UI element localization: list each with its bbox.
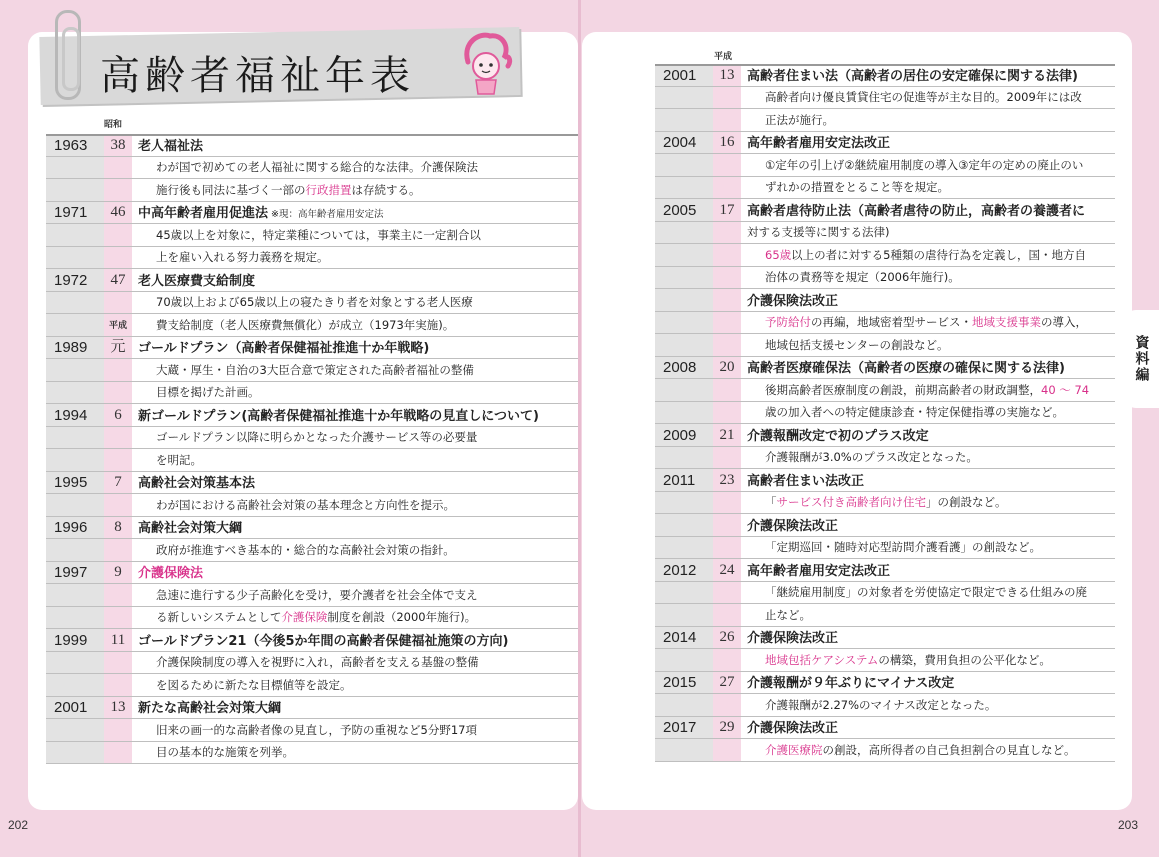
year-cell <box>655 379 713 401</box>
description-text: 施行後も同法に基づく一部の <box>156 182 306 197</box>
wareki-cell <box>713 177 741 199</box>
year-cell <box>655 649 713 671</box>
description-text: 以上の者に対する5種類の虐待行為を定義し，国・地方自 <box>791 247 1086 262</box>
highlighted-term: 介護保険 <box>281 610 328 624</box>
year-cell <box>46 494 104 516</box>
timeline-row <box>655 717 1115 740</box>
year-cell <box>46 539 104 561</box>
wareki-cell <box>104 674 132 696</box>
event-description: 正法が施行。 <box>765 112 834 127</box>
wareki-cell: 9 <box>104 562 132 584</box>
year-cell <box>655 447 713 469</box>
event-description <box>132 609 578 628</box>
description-text: は存続する。 <box>351 182 421 197</box>
wareki-cell <box>713 582 741 604</box>
year-cell: 1972 <box>46 269 104 291</box>
year-cell <box>655 154 713 176</box>
wareki-cell <box>104 742 132 764</box>
wareki-cell <box>713 402 741 424</box>
description-text: 制度を創設（2000年施行)。 <box>327 610 477 624</box>
timeline-row <box>655 199 1115 222</box>
highlighted-term: 65歳 <box>765 247 792 262</box>
description-text: の再編，地域密着型サービス・ <box>811 315 972 329</box>
event-description: 「定期巡回・随時対応型訪問介護看護」の創設など。 <box>765 540 1041 554</box>
year-cell <box>46 449 104 471</box>
wareki-cell <box>713 492 741 514</box>
timeline-left <box>46 134 578 764</box>
timeline-row <box>655 469 1115 492</box>
timeline-row <box>46 607 578 630</box>
event-description <box>741 247 1115 266</box>
event-title-text: 介護保険法 <box>138 566 204 581</box>
highlighted-term: 予防給付 <box>765 315 811 329</box>
event-description: 介護報酬が3.0%のプラス改定となった。 <box>765 450 978 464</box>
event-title-text: 新たな高齢社会対策大綱 <box>138 701 282 716</box>
timeline-row <box>655 267 1115 290</box>
timeline-row <box>46 292 578 315</box>
timeline-row <box>655 64 1115 87</box>
description-text: の構築，費用負担の公平化など。 <box>878 652 1051 667</box>
wareki-cell: 7 <box>104 472 132 494</box>
wareki-cell <box>713 312 741 334</box>
event-title-text: 高齢社会対策大綱 <box>138 521 243 536</box>
timeline-row <box>655 582 1115 605</box>
wareki-cell <box>104 584 132 606</box>
year-cell <box>46 584 104 606</box>
event-title-text: 新ゴールドプラン(高齢者保健福祉推進十か年戦略の見直しについて) <box>138 408 539 424</box>
year-cell: 2001 <box>655 66 713 86</box>
timeline-row <box>46 359 578 382</box>
timeline-row <box>655 379 1115 402</box>
year-cell <box>655 222 713 244</box>
wareki-cell <box>104 359 132 381</box>
wareki-cell <box>713 289 741 311</box>
year-cell <box>46 382 104 404</box>
event-title <box>132 202 578 223</box>
timeline-row <box>46 494 578 517</box>
year-cell <box>46 719 104 741</box>
paperclip-icon <box>55 10 81 100</box>
event-description: ①定年の引上げ②継続雇用制度の導入③定年の定めの廃止のい <box>765 157 1084 172</box>
year-cell <box>655 312 713 334</box>
timeline-row <box>655 132 1115 155</box>
event-description: 45歳以上を対象に，特定業種については，事業主に一定割合以 <box>156 227 481 242</box>
description-text: る新しいシステムとして <box>156 610 282 624</box>
year-cell: 2017 <box>655 717 713 739</box>
wareki-cell <box>713 649 741 671</box>
event-description: を図るために新たな目標値等を設定。 <box>156 677 352 692</box>
event-title-text: 老人医療費支給制度 <box>138 273 256 289</box>
timeline-row <box>655 357 1115 380</box>
event-description: 旧来の画一的な高齢者像の見直し，予防の重視など5分野17項 <box>156 722 477 737</box>
event-description: 「継続雇用制度」の対象者を労使協定で限定できる仕組みの廃 <box>765 585 1087 599</box>
wareki-cell <box>713 514 741 536</box>
event-title <box>132 630 578 651</box>
event-title <box>741 672 1115 693</box>
event-description: 上を雇い入れる努力義務を規定。 <box>156 250 329 264</box>
timeline-row <box>655 492 1115 515</box>
wareki-cell <box>104 494 132 516</box>
event-title-text: 介護報酬改定で初のプラス改定 <box>747 428 929 444</box>
timeline-row <box>46 247 578 270</box>
event-description: ずれかの措置をとること等を規定。 <box>765 180 949 194</box>
timeline-row <box>655 402 1115 425</box>
timeline-row <box>46 314 578 337</box>
wareki-cell: 38 <box>104 136 132 156</box>
event-description: 政府が推進すべき基本的・総合的な高齢社会対策の指針。 <box>156 542 455 557</box>
timeline-row <box>46 652 578 675</box>
year-cell <box>655 739 713 761</box>
year-cell: 1995 <box>46 472 104 494</box>
year-cell <box>655 402 713 424</box>
year-cell <box>655 582 713 604</box>
year-cell: 2012 <box>655 559 713 581</box>
event-title <box>132 562 578 583</box>
wareki-cell <box>713 87 741 109</box>
event-description: わが国における高齢社会対策の基本理念と方向性を提示。 <box>156 497 455 512</box>
event-description: を明記。 <box>156 452 202 467</box>
year-cell <box>655 492 713 514</box>
event-note: ※現：高年齢者雇用安定法 <box>268 209 384 220</box>
year-cell <box>655 694 713 716</box>
year-cell <box>655 537 713 559</box>
description-text: 」の創設など。 <box>926 495 1007 509</box>
timeline-row <box>46 674 578 697</box>
event-title-text: ゴールドプラン21（今後5か年間の高齢者保健福祉施策の方向) <box>138 633 509 649</box>
timeline-row <box>655 222 1115 245</box>
year-cell <box>46 179 104 201</box>
timeline-row <box>46 404 578 427</box>
year-cell: 1999 <box>46 629 104 651</box>
wareki-cell <box>713 154 741 176</box>
era-label-heisei: 平成 <box>714 52 733 62</box>
event-title-text: 介護報酬が９年ぶりにマイナス改定 <box>747 676 955 691</box>
wareki-cell: 47 <box>104 269 132 291</box>
timeline-row <box>46 134 578 157</box>
timeline-row <box>46 539 578 562</box>
event-title-text: 介護保険法改正 <box>747 721 839 736</box>
page-number-left: 202 <box>8 818 29 832</box>
event-description: 急速に進行する少子高齢化を受け，要介護者を社会全体で支え <box>156 587 478 602</box>
event-description: 止など。 <box>765 607 811 622</box>
wareki-cell <box>104 382 132 404</box>
year-cell: 2015 <box>655 672 713 694</box>
timeline-row <box>46 629 578 652</box>
timeline-row <box>655 604 1115 627</box>
event-title-text: 高年齢者雇用安定法改正 <box>747 563 891 579</box>
highlighted-term: 地域支援事業 <box>972 315 1041 329</box>
event-description: わが国で初めての老人福祉に関する総合的な法律。介護保険法 <box>156 160 478 174</box>
timeline-row <box>46 584 578 607</box>
timeline-row <box>46 449 578 472</box>
timeline-row <box>46 269 578 292</box>
wareki-cell: 26 <box>713 627 741 649</box>
wareki-cell: 13 <box>104 697 132 719</box>
wareki-cell <box>104 157 132 179</box>
wareki-cell <box>713 694 741 716</box>
page-gutter <box>578 0 581 857</box>
event-description: 70歳以上および65歳以上の寝たきり者を対象とする老人医療 <box>156 295 473 309</box>
wareki-cell <box>713 447 741 469</box>
year-cell <box>46 292 104 314</box>
wareki-cell <box>713 604 741 626</box>
timeline-row <box>655 739 1115 762</box>
event-title-text: 介護保険法改正 <box>747 293 839 309</box>
year-cell <box>655 267 713 289</box>
wareki-cell <box>104 652 132 674</box>
timeline-row <box>655 672 1115 695</box>
wareki-cell <box>713 244 741 266</box>
year-cell <box>46 359 104 381</box>
event-title <box>741 200 1115 221</box>
wareki-cell <box>104 224 132 246</box>
year-cell <box>46 607 104 629</box>
year-cell <box>46 427 104 449</box>
event-title-text: 高齢者住まい法改正 <box>747 473 865 489</box>
wareki-cell <box>713 222 741 244</box>
timeline-row <box>655 649 1115 672</box>
highlighted-term: 行政措置 <box>305 182 352 197</box>
year-cell <box>655 289 713 311</box>
year-cell <box>655 334 713 356</box>
wareki-cell <box>104 539 132 561</box>
era-label-showa: 昭和 <box>104 120 123 130</box>
timeline-row <box>655 154 1115 177</box>
timeline-row <box>46 202 578 225</box>
year-cell: 2014 <box>655 627 713 649</box>
wareki-cell: 6 <box>104 404 132 426</box>
mascot-icon <box>458 32 514 98</box>
wareki-cell <box>104 179 132 201</box>
event-title-text: 高齢者虐待防止法（高齢者虐待の防止，高齢者の養護者に <box>747 203 1086 219</box>
timeline-row <box>655 627 1115 650</box>
event-description <box>741 314 1115 333</box>
wareki-cell: 20 <box>713 357 741 379</box>
event-title-text: 高齢者住まい法（高齢者の居住の安定確保に関する法律) <box>747 68 1078 84</box>
event-title <box>132 135 578 156</box>
highlighted-term: 40 ～ 74 <box>1041 382 1090 397</box>
year-cell: 2008 <box>655 357 713 379</box>
event-description: 大蔵・厚生・自治の3大臣合意で策定された高齢者福祉の整備 <box>156 362 474 377</box>
wareki-cell <box>713 739 741 761</box>
event-title <box>741 65 1115 86</box>
year-cell: 1989 <box>46 337 104 359</box>
year-cell <box>655 514 713 536</box>
wareki-cell <box>104 719 132 741</box>
event-description: 歳の加入者への特定健康診査・特定保健指導の実施など。 <box>765 405 1064 419</box>
event-description: 高齢者向け優良賃貸住宅の促進等が主な目的。2009年には改 <box>765 90 1082 104</box>
event-title <box>741 515 1115 536</box>
timeline-row <box>655 424 1115 447</box>
year-cell: 1963 <box>46 136 104 156</box>
event-title-text: ゴールドプラン（高齢者保健福祉推進十か年戦略) <box>138 341 430 356</box>
wareki-cell: 23 <box>713 469 741 491</box>
event-title <box>132 517 578 538</box>
timeline-row <box>46 697 578 720</box>
year-cell <box>46 247 104 269</box>
timeline-row <box>655 559 1115 582</box>
event-description <box>741 742 1115 761</box>
highlighted-term: 介護医療院 <box>765 742 823 757</box>
timeline-row <box>46 157 578 180</box>
section-tab-label: 資料編 <box>1133 335 1150 383</box>
wareki-cell: 平成 <box>104 314 132 336</box>
year-cell: 2011 <box>655 469 713 491</box>
event-title-text: 中高年齢者雇用促進法 <box>138 206 269 221</box>
event-description <box>132 182 578 201</box>
year-cell <box>655 244 713 266</box>
event-title <box>132 270 578 291</box>
year-cell: 2001 <box>46 697 104 719</box>
year-cell <box>46 652 104 674</box>
timeline-row <box>655 537 1115 560</box>
timeline-row <box>46 719 578 742</box>
timeline-row <box>655 289 1115 312</box>
wareki-cell: 8 <box>104 517 132 539</box>
description-text: の創設，高所得者の自己負担割合の見直しなど。 <box>822 742 1076 757</box>
wareki-cell: 元 <box>104 337 132 359</box>
timeline-row <box>46 224 578 247</box>
section-tab[interactable] <box>1124 310 1159 408</box>
wareki-cell: 21 <box>713 424 741 446</box>
event-description: 目標を掲げた計画。 <box>156 385 260 399</box>
event-title <box>132 405 578 426</box>
event-title <box>132 472 578 493</box>
event-title <box>741 357 1115 378</box>
event-description: 対する支援等に関する法律) <box>747 225 890 239</box>
year-cell <box>46 314 104 336</box>
wareki-cell <box>713 379 741 401</box>
event-description: 介護保険制度の導入を視野に入れ，高齢者を支える基盤の整備 <box>156 655 479 669</box>
wareki-cell: 46 <box>104 202 132 224</box>
year-cell <box>655 177 713 199</box>
wareki-cell <box>104 427 132 449</box>
timeline-row <box>655 694 1115 717</box>
event-title <box>741 627 1115 648</box>
event-description: 費支給制度（老人医療費無償化）が成立（1973年実施)。 <box>156 317 455 332</box>
event-title-text: 介護保険法改正 <box>747 518 839 534</box>
wareki-cell: 24 <box>713 559 741 581</box>
timeline-row <box>46 742 578 765</box>
event-description: 介護報酬が2.27%のマイナス改定となった。 <box>765 697 997 712</box>
description-text: 「 <box>765 495 777 509</box>
timeline-row <box>655 447 1115 470</box>
year-cell: 1994 <box>46 404 104 426</box>
event-title <box>132 697 578 718</box>
timeline-row <box>46 562 578 585</box>
event-title <box>741 425 1115 446</box>
event-title <box>741 560 1115 581</box>
wareki-cell <box>104 292 132 314</box>
timeline-row <box>655 244 1115 267</box>
event-title-text: 老人福祉法 <box>138 138 204 154</box>
event-description <box>741 494 1115 513</box>
wareki-cell <box>104 607 132 629</box>
wareki-cell: 29 <box>713 717 741 739</box>
year-cell <box>655 604 713 626</box>
highlighted-term: 地域包括ケアシステム <box>765 652 879 667</box>
wareki-cell <box>713 267 741 289</box>
event-title-text: 高齢者医療確保法（高齢者の医療の確保に関する法律) <box>747 361 1065 376</box>
timeline-row <box>655 334 1115 357</box>
wareki-cell: 27 <box>713 672 741 694</box>
timeline-right <box>655 64 1115 762</box>
event-description: ゴールドプラン以降に明らかとなった介護サービス等の必要量 <box>156 430 478 444</box>
year-cell: 1997 <box>46 562 104 584</box>
year-cell: 2004 <box>655 132 713 154</box>
event-description <box>741 652 1115 671</box>
year-cell: 2009 <box>655 424 713 446</box>
year-cell: 1996 <box>46 517 104 539</box>
timeline-row <box>655 109 1115 132</box>
wareki-cell <box>713 334 741 356</box>
wareki-cell: 11 <box>104 629 132 651</box>
event-description: 治体の責務等を規定（2006年施行)。 <box>765 270 960 284</box>
event-description <box>741 382 1115 401</box>
highlighted-term: サービス付き高齢者向け住宅 <box>776 495 926 509</box>
year-cell: 1971 <box>46 202 104 224</box>
timeline-row <box>655 312 1115 335</box>
event-title <box>741 290 1115 311</box>
timeline-row <box>46 517 578 540</box>
event-title-text: 高年齢者雇用安定法改正 <box>747 136 891 151</box>
event-title-text: 高齢社会対策基本法 <box>138 476 256 491</box>
timeline-row <box>655 177 1115 200</box>
timeline-row <box>46 337 578 360</box>
event-title <box>741 132 1115 153</box>
timeline-row <box>46 179 578 202</box>
event-title-text: 介護保険法改正 <box>747 631 839 646</box>
year-cell <box>655 109 713 131</box>
event-title <box>741 717 1115 738</box>
event-title <box>132 337 578 358</box>
page-title: 高齢者福祉年表 <box>100 53 415 99</box>
wareki-cell <box>104 247 132 269</box>
wareki-cell <box>713 109 741 131</box>
year-cell <box>46 224 104 246</box>
event-description: 目の基本的な施策を列挙。 <box>156 745 294 759</box>
year-cell <box>46 742 104 764</box>
timeline-row <box>46 472 578 495</box>
timeline-row <box>46 427 578 450</box>
wareki-cell: 16 <box>713 132 741 154</box>
year-cell <box>655 87 713 109</box>
year-cell: 2005 <box>655 199 713 221</box>
year-cell <box>46 674 104 696</box>
wareki-cell: 13 <box>713 66 741 86</box>
page-number-right: 203 <box>1118 818 1139 832</box>
description-text: 後期高齢者医療制度の創設，前期高齢者の財政調整， <box>765 382 1041 397</box>
timeline-row <box>46 382 578 405</box>
event-description: 地域包括支援センターの創設など。 <box>765 337 949 352</box>
wareki-cell <box>104 449 132 471</box>
year-cell <box>46 157 104 179</box>
description-text: の導入， <box>1041 315 1087 329</box>
timeline-row <box>655 87 1115 110</box>
event-title <box>741 470 1115 491</box>
timeline-row <box>655 514 1115 537</box>
wareki-cell <box>713 537 741 559</box>
wareki-cell: 17 <box>713 199 741 221</box>
